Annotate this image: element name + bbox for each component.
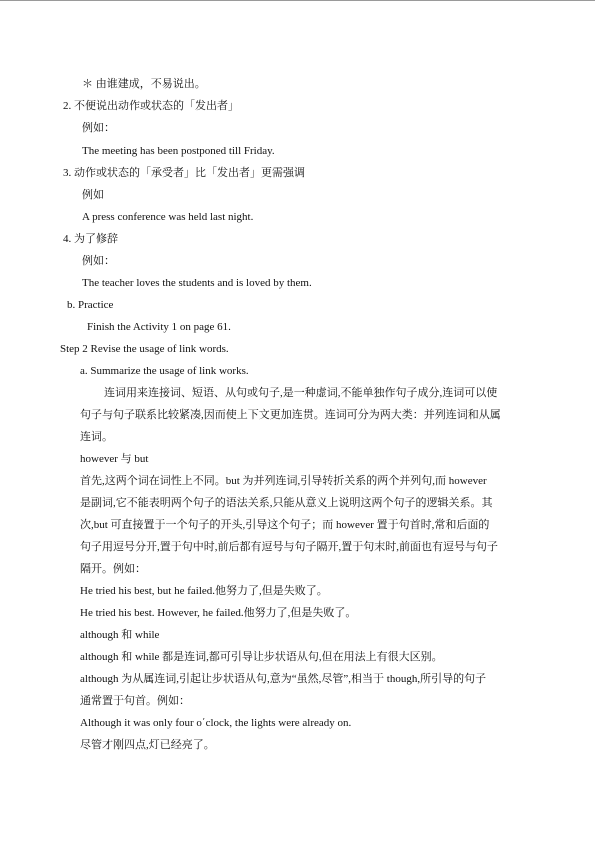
example-sentence: He tried his best, but he failed.他努力了,但是失败了。: [80, 585, 328, 597]
example-sentence: He tried his best. However, he failed.他努力了,但是失败了。: [80, 607, 357, 619]
step-heading: Step 2 Revise the usage of link words.: [60, 343, 229, 355]
example-sentence: Although it was only four o΄clock, the lights were already on.: [80, 717, 352, 729]
paragraph-line: 通常置于句首。例如：: [80, 695, 190, 707]
subheading: although 和 while: [80, 629, 160, 641]
example-sentence: The meeting has been postponed till Friday.: [82, 145, 275, 157]
text-line: 例如：: [82, 255, 115, 267]
text-line: Finish the Activity 1 on page 61.: [87, 321, 231, 333]
example-translation: 尽管才刚四点,灯已经亮了。: [80, 739, 215, 751]
text-line: 例如：: [82, 122, 115, 134]
paragraph-line: 连词用来连接词、短语、从句或句子,是一种虚词,不能单独作句子成分,连词可以使: [104, 387, 498, 399]
text-line: 例如: [82, 189, 104, 201]
paragraph-line: although 为从属连词,引起让步状语从句,意为“虽然,尽管”,相当于 though,所引导的句子: [80, 673, 487, 685]
subheading: however 与 but: [80, 453, 149, 465]
example-sentence: The teacher loves the students and is loved by them.: [82, 277, 312, 289]
numbered-item: 3. 动作或状态的「承受者」比「发出者」更需强调: [63, 167, 305, 179]
example-sentence: A press conference was held last night.: [82, 211, 254, 223]
section-heading: a. Summarize the usage of link works.: [80, 365, 249, 377]
paragraph-line: 是副词,它不能表明两个句子的语法关系,只能从意义上说明这两个句子的逻辑关系。其: [80, 497, 493, 509]
paragraph-line: 次,but 可直接置于一个句子的开头,引导这个句子；而 however 置于句首时,常和后面的: [80, 519, 490, 531]
paragraph-line: 隔开。例如：: [80, 563, 146, 575]
numbered-item: 4. 为了修辞: [63, 233, 118, 245]
paragraph-line: although 和 while 都是连词,都可引导让步状语从句,但在用法上有很大区别。: [80, 651, 443, 663]
text-line: ＊ 由谁建成，不易说出。: [82, 78, 206, 90]
paragraph-line: 首先,这两个词在词性上不同。but 为并列连词,引导转折关系的两个并列句,而 however: [80, 475, 487, 487]
top-border-line: [0, 0, 595, 1]
paragraph-line: 句子与句子联系比较紧凑,因而使上下文更加连贯。连词可分为两大类：并列连词和从属: [80, 409, 501, 421]
paragraph-line: 连词。: [80, 431, 113, 443]
numbered-item: 2. 不便说出动作或状态的「发出者」: [63, 100, 239, 112]
section-heading: b. Practice: [67, 299, 114, 311]
paragraph-line: 句子用逗号分开,置于句中时,前后都有逗号与句子隔开,置于句末时,前面也有逗号与句子: [80, 541, 498, 553]
